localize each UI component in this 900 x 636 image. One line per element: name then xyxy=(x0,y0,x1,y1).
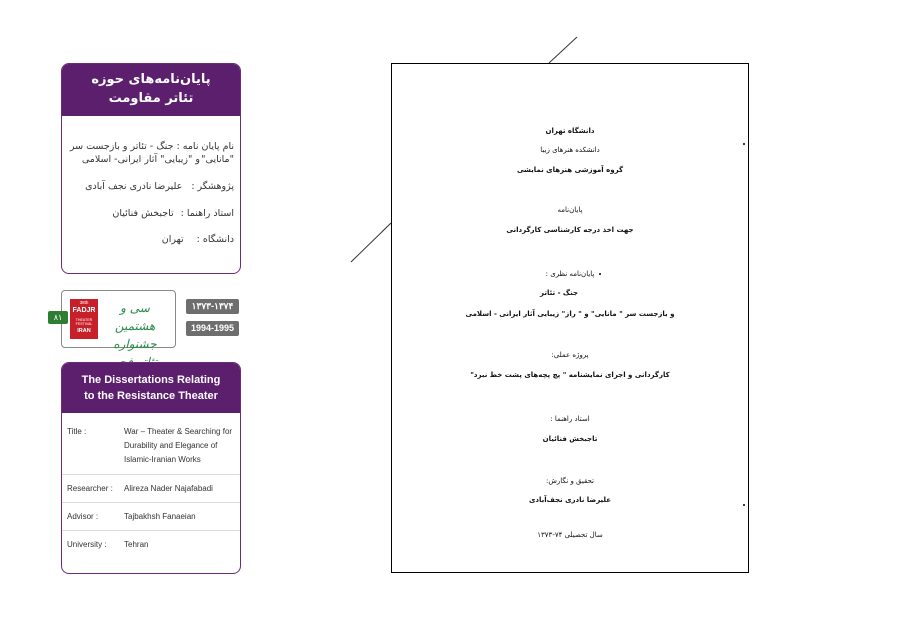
persian-researcher-row xyxy=(68,180,234,193)
persian-year-pill: ۱۳۷۳-۱۳۷۴ xyxy=(186,299,239,314)
fadjr-persian-calligraphy: سی و هشتمین جشنواره xyxy=(113,301,157,351)
gregorian-year-pill: 1994-1995 xyxy=(186,321,239,336)
english-info-card xyxy=(61,362,241,574)
doc-thesis-label: پایان‌نامه xyxy=(557,206,583,214)
doc-department: گروه آموزشی هنرهای نمایشی xyxy=(516,166,624,174)
divider xyxy=(62,474,240,475)
scan-speck xyxy=(743,504,745,506)
persian-researcher-value: علیرضا نادری نجف آبادی xyxy=(85,181,183,192)
doc-practical-label: پروژه عملی: xyxy=(551,351,589,359)
doc-advisor-name: تاجبخش فنائیان xyxy=(542,435,598,443)
doc-degree: جهت اخذ درجه کارشناسی کارگردانی xyxy=(506,226,634,234)
english-card-title-line2: to the Resistance Theater xyxy=(84,390,218,402)
doc-theoretical-subtitle: و بازجست سر " مانایی" و " راز" زیبایی آثار ایرانی - اسلامی xyxy=(465,310,675,318)
doc-faculty: دانشکده هنرهای زیبا xyxy=(540,146,600,154)
doc-theoretical-title: جنگ - تئاتر xyxy=(540,289,578,297)
english-card-header xyxy=(62,363,240,413)
doc-university: دانشگاه تهران xyxy=(545,127,595,135)
english-card-title-line1: The Dissertations Relating xyxy=(81,374,221,386)
english-title-value: War – Theater & Searching for Durability and Elegance of Islamic-Iranian Works xyxy=(124,427,233,464)
page-number-badge: ۸۱ xyxy=(48,311,68,324)
doc-theoretical-label: پایان‌نامه نظری : xyxy=(545,270,595,278)
persian-university-label: دانشگاه : xyxy=(196,234,234,245)
persian-advisor-row xyxy=(68,207,234,220)
english-university-value: Tehran xyxy=(124,540,149,549)
doc-author-name: علیرضا نادری نجف‌آبادی xyxy=(528,496,612,504)
fadjr-subtitle: THEATER FESTIVAL xyxy=(75,318,93,326)
persian-title-label: نام پایان نامه : xyxy=(176,141,234,152)
divider xyxy=(62,530,240,531)
english-researcher-label: Researcher : xyxy=(67,484,113,493)
persian-title-value-a: جنگ - تئاتر و بازجست سر "مانایی" xyxy=(69,141,234,165)
fadjr-logo-block xyxy=(70,299,98,339)
persian-info-card xyxy=(61,63,241,274)
persian-advisor-value: تاجبخش فنائیان xyxy=(112,208,174,219)
english-university-label: University : xyxy=(67,540,107,549)
persian-title-row-2 xyxy=(68,153,200,166)
persian-researcher-label: پژوهشگر : xyxy=(191,181,234,192)
festival-logo xyxy=(61,290,176,351)
divider xyxy=(62,502,240,503)
doc-academic-year: سال تحصیلی ۷۴-۱۳۷۳ xyxy=(537,531,603,539)
doc-author-label: تحقیق و نگارش: xyxy=(545,477,595,485)
doc-practical-title: کارگردانی و اجرای نمایشنامه " پچ پچه‌های پشت خط نبرد" xyxy=(470,371,670,379)
english-advisor-value: Tajbakhsh Fanaeian xyxy=(124,512,196,521)
scan-speck xyxy=(743,143,745,145)
persian-university-value: تهران xyxy=(161,234,184,245)
persian-university-row xyxy=(68,233,234,246)
doc-advisor-label: استاد راهنما : xyxy=(550,415,590,423)
scan-speck xyxy=(599,273,601,275)
english-advisor-label: Advisor : xyxy=(67,512,99,521)
fadjr-country: IRAN xyxy=(77,328,91,334)
fadjr-name: FADJR xyxy=(72,307,96,314)
persian-card-title-line1: پایان‌نامه‌های حوزه xyxy=(91,72,211,87)
fadjr-edition: 38th xyxy=(79,300,89,305)
english-title-label: Title : xyxy=(67,427,87,436)
thesis-title-page xyxy=(391,63,749,573)
persian-card-header xyxy=(62,64,240,116)
persian-card-title-line2: تئاتر مقاومت xyxy=(108,91,194,106)
persian-advisor-label: استاد راهنما : xyxy=(180,208,234,219)
persian-title-value-b: و "زیبایی" آثار ایرانی- اسلامی xyxy=(81,154,200,165)
english-title-row xyxy=(67,425,236,469)
english-researcher-value: Alireza Nader Najafabadi xyxy=(124,484,213,493)
